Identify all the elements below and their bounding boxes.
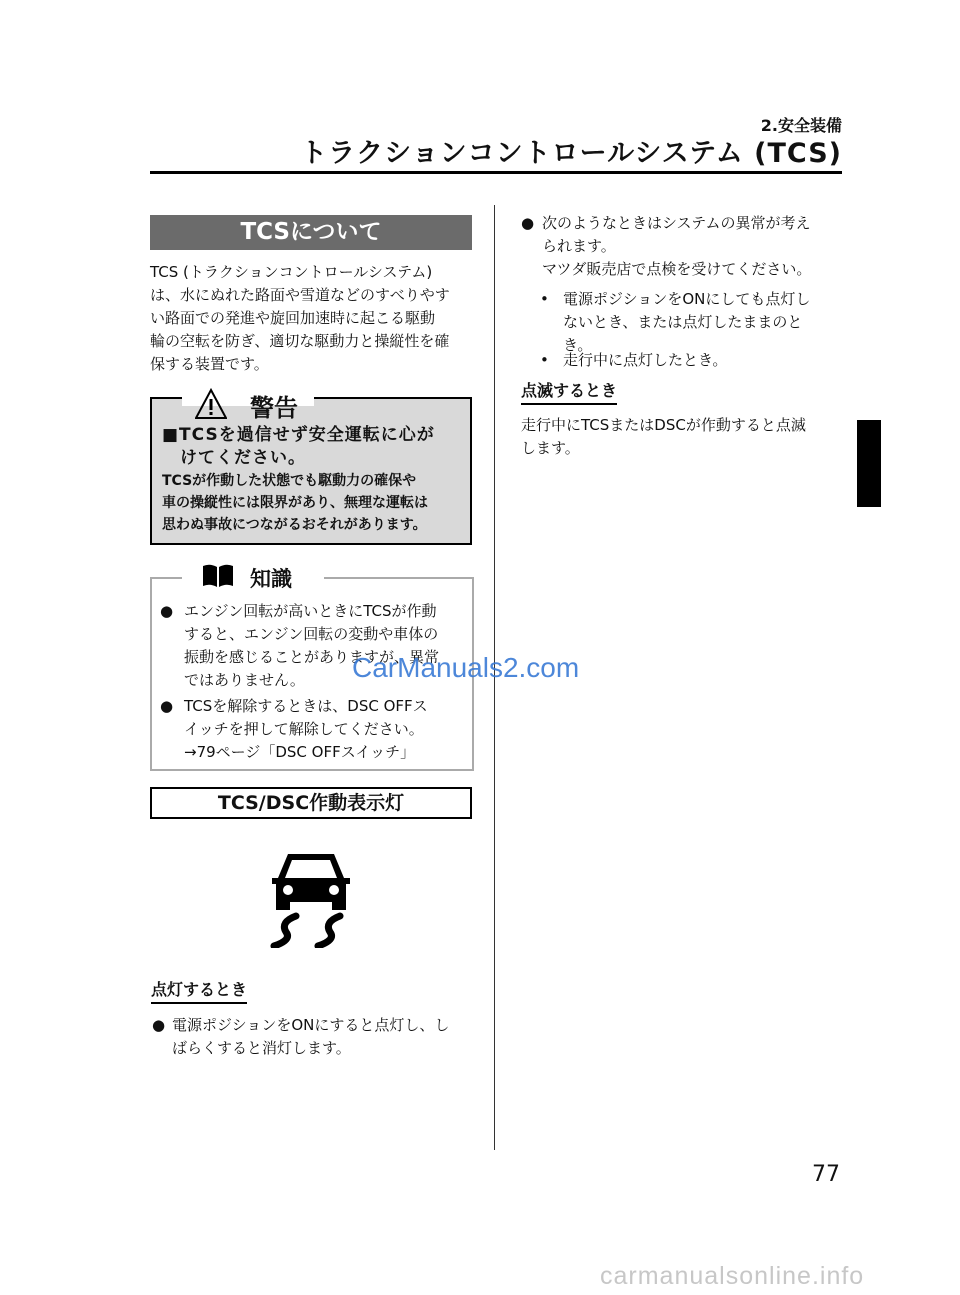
warning-title bbox=[162, 424, 468, 470]
knowledge-page-reference[interactable]: →79ページ「DSC OFFスイッチ」 bbox=[184, 743, 416, 761]
knowledge-label: 知識 bbox=[250, 567, 292, 591]
knowledge-line: TCSを解除するときは、DSC OFFス bbox=[184, 697, 428, 715]
blink-description bbox=[521, 414, 845, 460]
knowledge-line: ではありません。 bbox=[184, 671, 305, 689]
sub-bullet: • bbox=[540, 351, 549, 369]
knowledge-line: イッチを押して解除してください。 bbox=[184, 720, 424, 738]
intro-line: は、水にぬれた路面や雪道などのすべりやす bbox=[150, 286, 450, 304]
sub-item-line: 電源ポジションをONにしても点灯し bbox=[563, 290, 811, 308]
blink-line: します。 bbox=[521, 439, 580, 457]
intro-paragraph bbox=[150, 261, 474, 376]
knowledge-item bbox=[184, 695, 474, 764]
blink-heading: 点滅するとき bbox=[521, 378, 617, 405]
open-book-icon bbox=[201, 563, 235, 589]
abnormal-bullet: ● bbox=[521, 214, 535, 232]
sub-item-line: ないとき、または点灯したままのと bbox=[563, 313, 803, 331]
blink-line: 走行中にTCSまたはDSCが作動すると点滅 bbox=[521, 416, 806, 434]
lit-line: ばらくすると消灯します。 bbox=[172, 1039, 351, 1057]
warning-body-line: 車の操縦性には限界があり、無理な運転は bbox=[162, 495, 428, 511]
intro-line: TCS (トラクションコントロールシステム) bbox=[150, 263, 433, 281]
warning-label: 警告 bbox=[250, 394, 298, 422]
chapter-label: 2.安全装備 bbox=[760, 116, 842, 135]
knowledge-bullet: ● bbox=[160, 697, 174, 715]
warning-body-line: TCSが作動した状態でも駆動力の確保や bbox=[162, 473, 417, 489]
abnormal-line: られます。 bbox=[542, 237, 616, 255]
warning-title-line: けてください。 bbox=[162, 448, 306, 468]
tcs-dsc-indicator-icon bbox=[266, 848, 356, 948]
warning-body-line: 思わぬ事故につながるおそれがあります。 bbox=[162, 517, 427, 533]
knowledge-line: エンジン回転が高いときにTCSが作動 bbox=[184, 602, 437, 620]
abnormal-description bbox=[542, 212, 844, 281]
knowledge-bullet: ● bbox=[160, 602, 174, 620]
warning-title-line: ■TCSを過信せず安全運転に心が bbox=[162, 425, 435, 445]
lit-heading: 点灯するとき bbox=[151, 977, 247, 1004]
sub-item bbox=[563, 349, 847, 372]
lit-line: 電源ポジションをONにすると点灯し、し bbox=[172, 1016, 450, 1034]
section-heading-about: TCSについて bbox=[150, 215, 472, 250]
footer-site-label: carmanualsonline.info bbox=[600, 1262, 865, 1290]
section-heading-indicator: TCS/DSC作動表示灯 bbox=[150, 787, 472, 819]
abnormal-line: 次のようなときはシステムの異常が考え bbox=[542, 214, 811, 232]
sub-item-line: き。 bbox=[563, 336, 593, 354]
page-title: トラクションコントロールシステム (TCS) bbox=[300, 138, 842, 169]
sub-item-line: 走行中に点灯したとき。 bbox=[563, 351, 728, 369]
page-number: 77 bbox=[812, 1162, 840, 1187]
intro-line: 保する装置です。 bbox=[150, 355, 269, 373]
title-rule bbox=[150, 171, 842, 174]
intro-line: 輪の空転を防ぎ、適切な駆動力と操縦性を確 bbox=[150, 332, 450, 350]
watermark: CarManuals2.com bbox=[352, 652, 580, 683]
chapter-side-tab bbox=[857, 420, 881, 507]
knowledge-line: 振動を感じることがありますが、異常 bbox=[184, 648, 440, 666]
lit-description bbox=[172, 1014, 482, 1060]
warning-body bbox=[162, 470, 468, 536]
warning-triangle-icon bbox=[195, 388, 227, 420]
lit-bullet: ● bbox=[152, 1016, 166, 1034]
abnormal-line: マツダ販売店で点検を受けてください。 bbox=[542, 260, 812, 278]
sub-bullet: • bbox=[540, 290, 549, 308]
intro-line: い路面での発進や旋回加速時に起こる駆動 bbox=[150, 309, 436, 327]
sub-item bbox=[563, 288, 847, 357]
knowledge-line: すると、エンジン回転の変動や車体の bbox=[184, 625, 439, 643]
